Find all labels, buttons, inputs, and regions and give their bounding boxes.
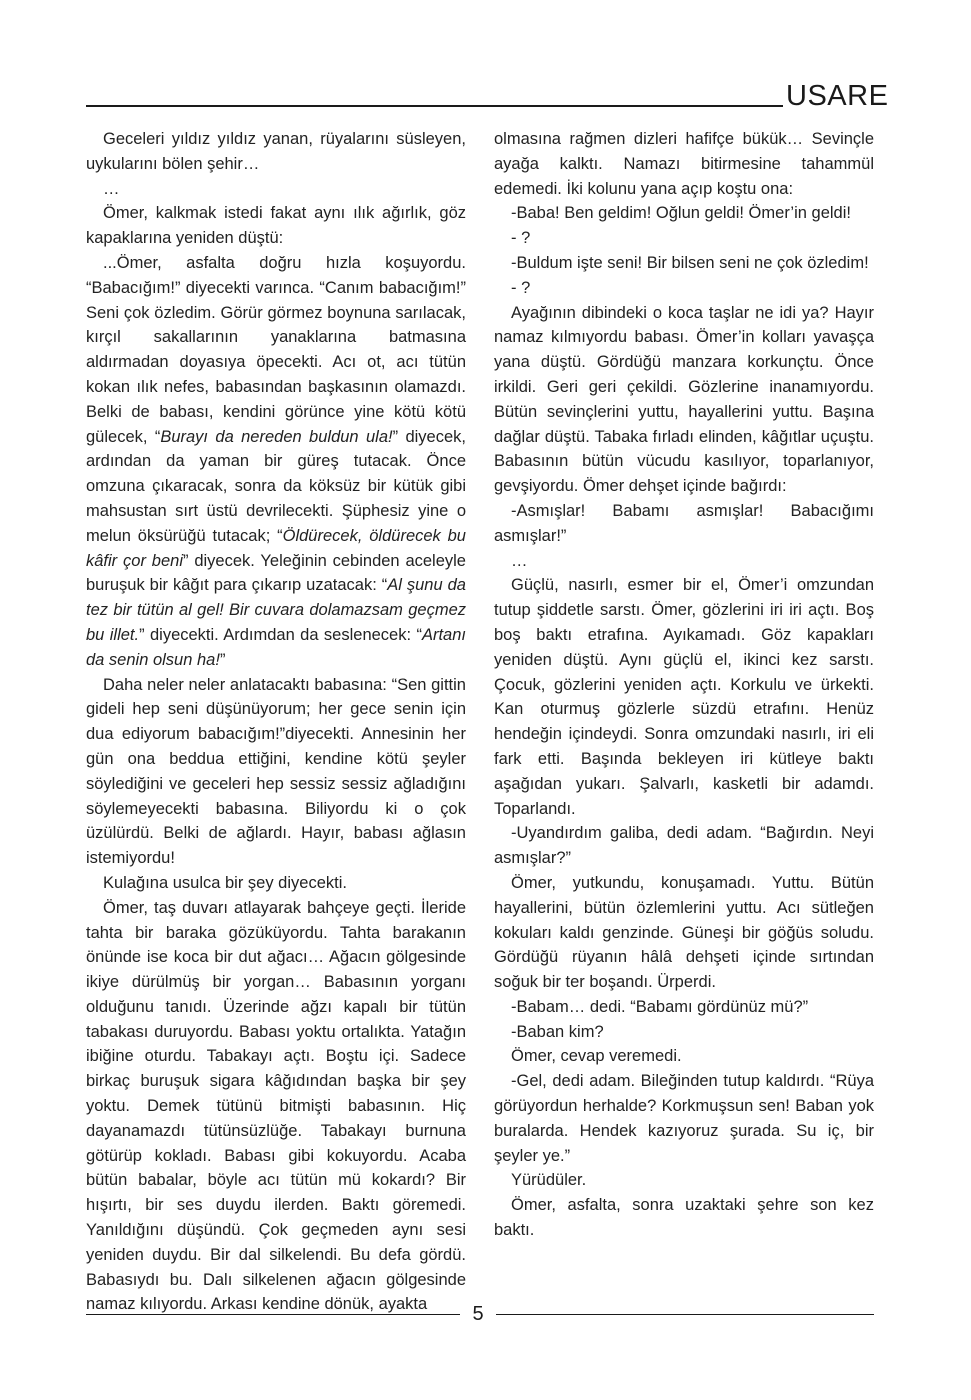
footer-rule-right — [496, 1314, 874, 1315]
dialogue-line: -Baba! Ben geldim! Oğlun geldi! Ömer’in geldi! — [511, 204, 851, 223]
dialogue-line: -Babam… dedi. “Babamı gördünüz mü?” — [511, 997, 809, 1016]
footer-rule-left — [86, 1314, 460, 1315]
dialogue-line: -Buldum işte seni! Bir bilsen seni ne çok özledim! — [511, 253, 869, 272]
paragraph: Ömer, yutkundu, konuşamadı. Yuttu. Bütün hayallerini, bütün özlemlerini yuttu. Acı sütleğen kokuları kaldı genzinde. Güneşi bir göğüs soludu. Gördüğü rüyanın hâlâ dehşeti içinde sırtından soğuk bir ter boşandı. Ürperdi. — [494, 873, 874, 992]
paragraph: Ömer, asfalta, sonra uzaktaki şehre son kez baktı. — [494, 1196, 874, 1240]
paragraph: Kulağına usulca bir şey diyecekti. — [103, 873, 347, 892]
paragraph: Geceleri yıldız yıldız yanan, rüyalarını süsleyen, uykularını bölen şehir… — [86, 130, 466, 173]
dialogue-line: - ? — [511, 278, 531, 297]
magazine-title: USARE — [786, 80, 889, 112]
paragraph: Daha neler neler anlatacaktı babasına: “Sen gittin gideli hep seni düşünüyorum; her gece senin için dua ediyorum babacığım!”diyecekti. Annesinin her gün ona beddua ettiğini, kendine kötü şeyler söylediğini ve geceleri hep sessiz sessiz ağladığını söylemeyecekti babasına. Biliyordu ki o çok üzülürdü. Belki de ağlardı. Hayır, babası ağlasın istemiyordu! — [86, 675, 466, 868]
text-run: ” diyecekti. Ardımdan da seslenecek: “ — [139, 625, 422, 644]
paragraph: Ömer, taş duvarı atlayarak bahçeye geçti. İleride tahta bir baraka gözüküyordu. Tahta barakanın önünde ise koca bir dut ağacı… Ağacın gölgesinde ikiye dürülmüş bir yorgan… Babasının yorganı olduğunu tanıdı. Üzerinde ağzı kapalı bir tütün tabakası duruyordu. Babası yoktu ortalıkta. Yatağın ibiğine oturdu. Tabakayı açtı. Boştu içi. Sadece birkaç buruşuk sigara kâğıdından başka bir şey yoktu. Demek tütünü bitmişti babasının. Hiç dayanamazdı tütünsüzlüğe. Tabakayı burnuna götürüp kokladı. Babası gibi kokuyordu. Acaba bütün babalar, böyle acı tütün mü kokardı? Bir hışırtı, bir ses duydu ilerden. Baktı göremedi. Yanıldığını düşündü. Çok geçmeden aynı sesi yeniden duydu. Bir dal silkelendi. Bu defa gördü. Babasıydı bu. Dalı silkelenen ağacın gölgesinde namaz kılıyordu. Arkası kendine dönük, ayakta — [86, 898, 466, 1314]
quote-italic: Burayı da nereden buldun ula! — [160, 427, 393, 446]
text-run: ” — [219, 650, 226, 669]
paragraph: Ömer, cevap veremedi. — [511, 1047, 682, 1066]
ellipsis-line: … — [103, 179, 120, 198]
dialogue-line: -Asmışlar! Babamı asmışlar! Babacığımı asmışlar!” — [494, 501, 874, 545]
dialogue-line: - ? — [511, 229, 531, 248]
paragraph — [86, 251, 466, 673]
dialogue-line: -Baban kim? — [511, 1022, 604, 1041]
text-run: ” diyecek, ardından da yaman bir güreş tutacak. Önce omzuna çıkaracak, sonra da köksüz bir kütük gibi mahsustan sırt üstü devrilecekti. Şüphesiz yine o melun öksürüğü tutacak; “ — [86, 427, 466, 545]
quote-italic: Öldürecek, öldürecek bu kâfir çor beni — [86, 526, 466, 570]
paragraph: Güçlü, nasırlı, esmer bir el, Ömer’i omzundan tutup şiddetle sarstı. Ömer, gözlerini iri iri açtı. Boş boş baktı etrafına. Ayıkamadı. Göz kapakları yeniden düştü. Aynı güçlü el, ikinci kez sarstı. Çocuk, gözlerini yeniden açtı. Korkulu ve ürkekti. Kan oturmuş gözlerle süzdü etrafını. Henüz hendeğin içindeydi. Sonra omzundaki nasırlı, iri eli fark etti. Başında bekleyen iri kütleye baktı aşağıdan yukarı. Şalvarlı, kasketli bir adamdı. Toparlandı. — [494, 576, 874, 818]
left-column — [86, 127, 466, 1317]
page-number: 5 — [472, 1303, 484, 1325]
paragraph: Yürüdüler. — [511, 1171, 587, 1190]
quote-italic: Al şunu da tez bir tütün al gel! Bir cuvara dolamazsam geçmez bu illet. — [86, 576, 466, 644]
paragraph: Ayağının dibindeki o koca taşlar ne idi ya? Hayır namaz kılmıyordu babası. Ömer’in kolları yavaşça yana düştü. Gördüğü manzara korkunçtu. Önce irkildi. Geri geri çekildi. Gözlerine inanamıyordu. Bütün sevinçlerini yuttu, hayallerini yuttu. Başına dağlar düştü. Tabaka fırladı elinden, kâğıtlar uçuştu. Babasının bütün vücudu kasılıyor, toparlanıyor, gevşiyordu. Ömer dehşet içinde bağırdı: — [494, 303, 874, 496]
paragraph: olmasına rağmen dizleri hafifçe bükük… Sevinçle ayağa kalktı. Namazı bitirmesine tahammül edemedi. İki kolunu yana açıp koştu ona: — [494, 130, 874, 198]
dialogue-line: -Uyandırdım galiba, dedi adam. “Bağırdın. Neyi asmışlar?” — [494, 824, 874, 868]
text-run: ...Ömer, asfalta doğru hızla koşuyordu. “Babacığım!” diyecekti varınca. “Canım babacığım!” Seni çok özledim. Görür görmez boynuna sarılacak, kırçıl sakallarının yanaklarına batmasına aldırmadan doyasıya öpecekti. Acı ot, acı tütün kokan ılık nefes, babasından başkasının olamazdı. Belki de babası, kendini görünce yine kötü kötü gülecek, “ — [86, 253, 466, 446]
ellipsis-line: … — [511, 551, 528, 570]
text-run: ” diyecek. Yeleğinin cebinden aceleyle buruşuk bir kâğıt para çıkarıp uzatacak: “ — [86, 551, 466, 595]
dialogue-line: -Gel, dedi adam. Bileğinden tutup kaldırdı. “Rüya görüyordun herhalde? Korkmuşsun sen! Baban yok buralarda. Hendek kazıyoruz şurada. Su iç, bir şeyler ye.” — [494, 1072, 874, 1165]
header-rule — [86, 105, 783, 107]
paragraph: Ömer, kalkmak istedi fakat aynı ılık ağırlık, göz kapaklarına yeniden düştü: — [86, 204, 466, 248]
quote-italic: Artanı da senin olsun ha! — [86, 625, 466, 669]
right-column — [494, 127, 874, 1243]
